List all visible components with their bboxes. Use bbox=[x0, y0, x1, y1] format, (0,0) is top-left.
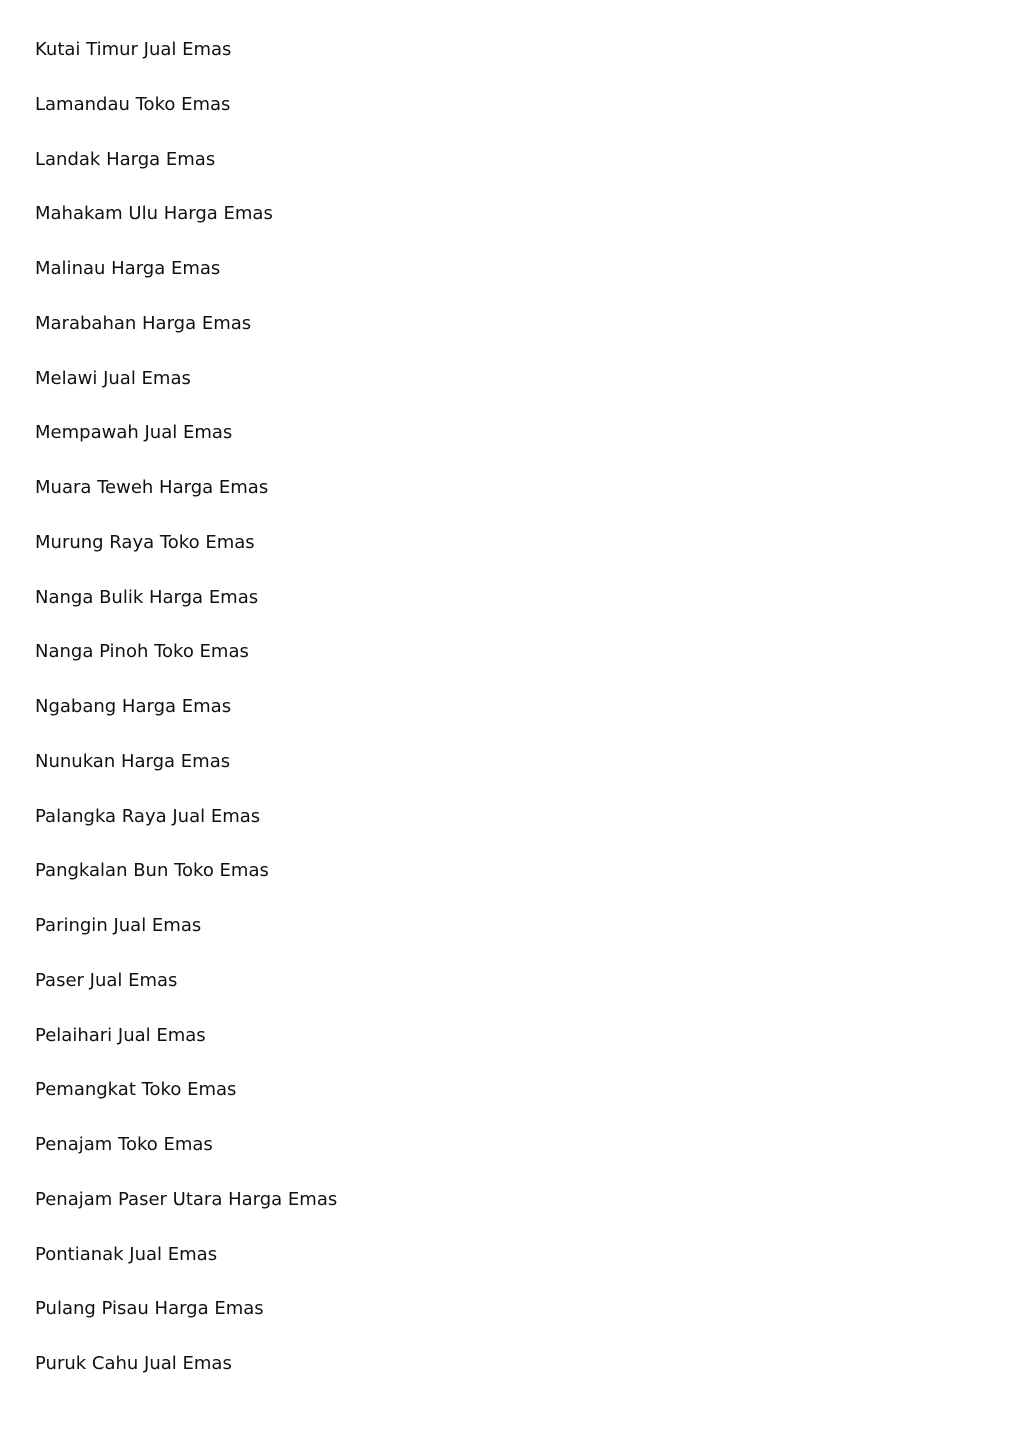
list-item: Muara Teweh Harga Emas bbox=[35, 477, 269, 498]
list-item: Penajam Paser Utara Harga Emas bbox=[35, 1188, 338, 1210]
list-item: Nanga Pinoh Toko Emas bbox=[35, 641, 249, 663]
list-item: Paringin Jual Emas bbox=[35, 915, 202, 936]
list-item: Murung Raya Toko Emas bbox=[35, 531, 255, 553]
list-item: Mahakam Ulu Harga Emas bbox=[35, 203, 273, 225]
list-item: Kutai Timur Jual Emas bbox=[35, 39, 232, 60]
list-item: Puruk Cahu Jual Emas bbox=[35, 1353, 232, 1374]
list-item: Palangka Raya Jual Emas bbox=[35, 805, 261, 827]
list-item: Pulang Pisau Harga Emas bbox=[35, 1298, 264, 1320]
keyword-list bbox=[35, 37, 935, 1406]
list-item: Nunukan Harga Emas bbox=[35, 750, 231, 772]
list-item: Marabahan Harga Emas bbox=[35, 312, 252, 334]
list-item: Ngabang Harga Emas bbox=[35, 696, 232, 717]
list-item: Nanga Bulik Harga Emas bbox=[35, 586, 259, 608]
document-body bbox=[35, 37, 935, 1406]
list-item: Mempawah Jual Emas bbox=[35, 422, 233, 444]
list-item: Malinau Harga Emas bbox=[35, 258, 221, 279]
list-item: Pontianak Jual Emas bbox=[35, 1243, 218, 1265]
list-item: Pelaihari Jual Emas bbox=[35, 1024, 206, 1046]
list-item: Lamandau Toko Emas bbox=[35, 93, 231, 115]
list-item: Landak Harga Emas bbox=[35, 148, 216, 170]
list-item: Pemangkat Toko Emas bbox=[35, 1079, 237, 1101]
list-item: Paser Jual Emas bbox=[35, 969, 178, 991]
list-item: Melawi Jual Emas bbox=[35, 367, 191, 389]
list-item: Penajam Toko Emas bbox=[35, 1134, 213, 1155]
list-item: Pangkalan Bun Toko Emas bbox=[35, 860, 269, 882]
